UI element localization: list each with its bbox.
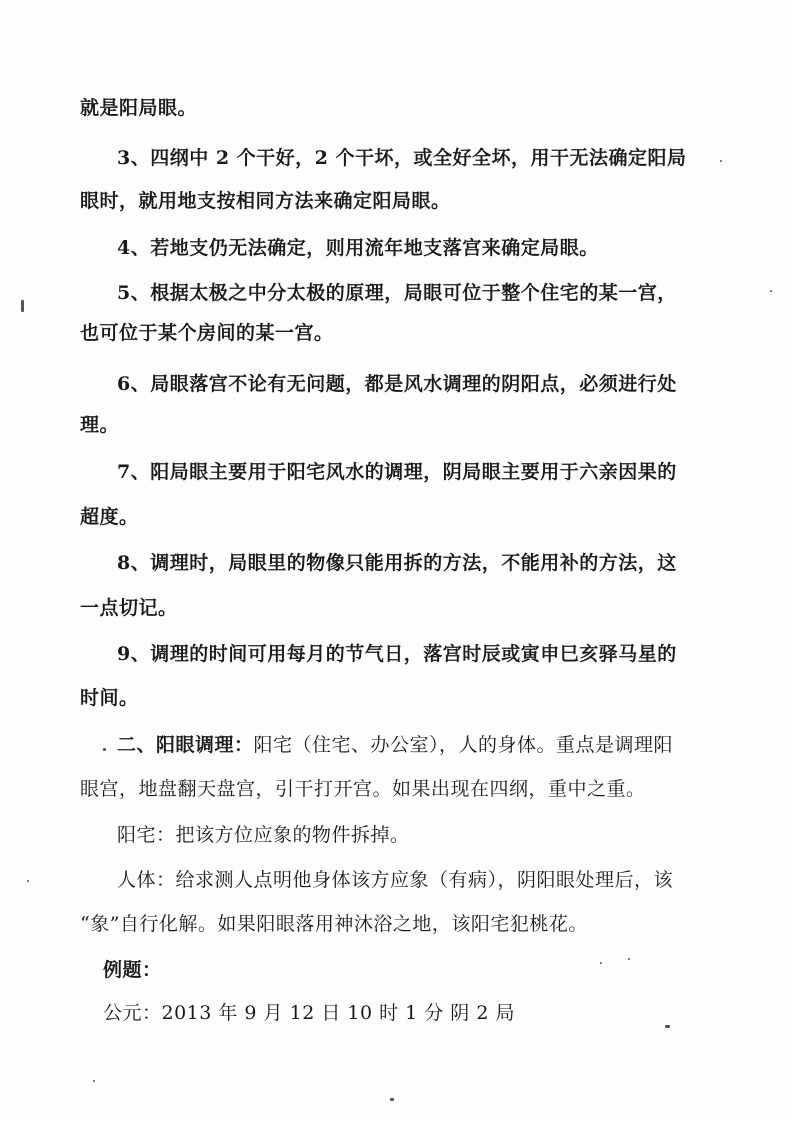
text-line-13: 9、调理的时间可用每月的节气日，落宫时辰或寅申巳亥驿马星的 xyxy=(117,643,677,665)
text-line-6: 也可位于某个房间的某一宫。 xyxy=(80,322,334,344)
text-line-14: 时间。 xyxy=(80,687,139,709)
text-line-11: 8、调理时，局眼里的物像只能用拆的方法，不能用补的方法，这 xyxy=(117,552,677,574)
section-line-2: 眼宫，地盘翻天盘宫，引干打开宫。如果出现在四纲，重中之重。 xyxy=(80,778,646,800)
scan-speck xyxy=(720,160,722,162)
scan-speck xyxy=(628,958,630,960)
scan-speck xyxy=(27,880,29,882)
scan-speck xyxy=(665,1025,670,1028)
scan-speck xyxy=(390,1098,394,1101)
scan-speck xyxy=(103,748,106,751)
date-line: 公元：2013 年 9 月 12 日 10 时 1 分 阴 2 局 xyxy=(103,1002,515,1024)
renti-line-2: “象”自行化解。如果阳眼落用神沐浴之地，该阳宅犯桃花。 xyxy=(80,913,588,935)
text-line-3: 眼时，就用地支按相同方法来确定阳局眼。 xyxy=(80,190,451,212)
renti-line-1: 人体：给求测人点明他身体该方应象（有病），阴阳眼处理后，该 xyxy=(117,869,674,891)
example-label: 例题： xyxy=(103,959,162,981)
section-heading: 二、阳眼调理： xyxy=(117,734,254,756)
scan-speck xyxy=(21,300,24,312)
text-line-8: 理。 xyxy=(80,414,120,436)
text-line-4: 4、若地支仍无法确定，则用流年地支落宫来确定局眼。 xyxy=(117,237,599,259)
scan-speck xyxy=(770,290,772,292)
yangzhai-line: 阳宅：把该方位应象的物件拆掉。 xyxy=(117,824,410,846)
text-line-7: 6、局眼落宫不论有无问题，都是风水调理的阴阳点，必须进行处 xyxy=(117,373,677,395)
text-line-5: 5、根据太极之中分太极的原理，局眼可位于整个住宅的某一宫， xyxy=(117,282,677,304)
text-line-1: 就是阳局眼。 xyxy=(80,97,198,119)
text-line-10: 超度。 xyxy=(80,506,139,528)
scan-speck xyxy=(600,962,602,964)
text-line-2: 3、四纲中 2 个干好，2 个干坏，或全好全坏，用干无法确定阳局 xyxy=(117,147,687,169)
section-heading-line xyxy=(117,733,673,757)
scan-speck xyxy=(93,1080,95,1082)
section-text: 阳宅（住宅、办公室），人的身体。重点是调理阳 xyxy=(253,734,674,756)
text-line-9: 7、阳局眼主要用于阳宅风水的调理，阴局眼主要用于六亲因果的 xyxy=(117,461,677,483)
text-line-12: 一点切记。 xyxy=(80,597,178,619)
